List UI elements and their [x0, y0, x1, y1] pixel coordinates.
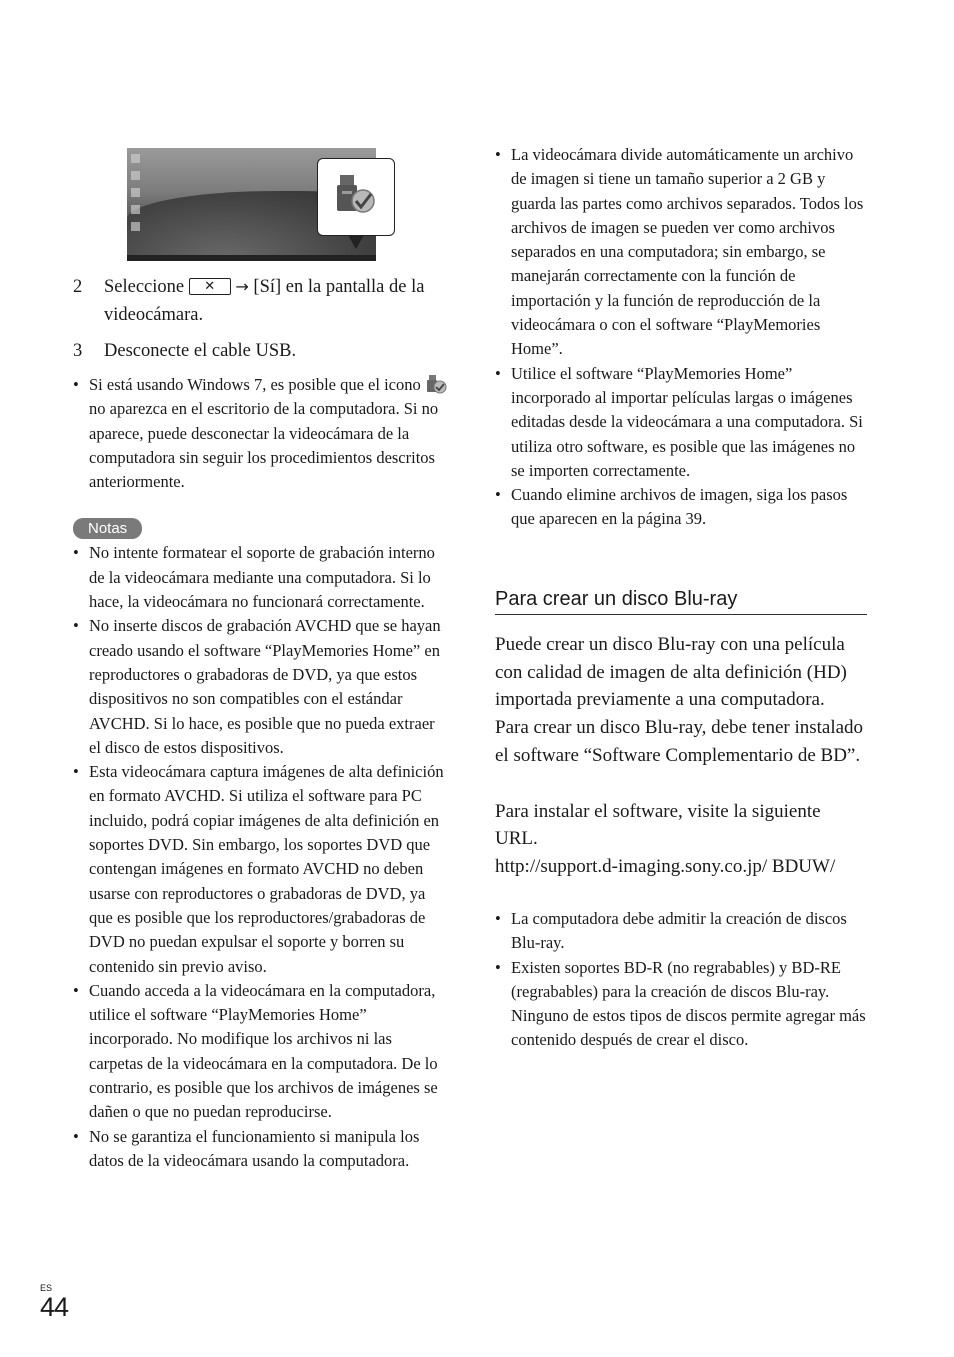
- desktop-screenshot-illustration: [127, 148, 376, 261]
- list-item: • Si está usando Windows 7, es posible que el icono no aparezca en el escritorio de la computadora. Si no aparece, puede desconectar la videocámara de la computadora sin seguir los procedimientos descritos anteriormente.: [73, 373, 448, 494]
- info-list: [495, 143, 867, 532]
- language-code: ES: [40, 1283, 53, 1293]
- list-item: • No inserte discos de grabación AVCHD que se hayan creado usando el software “PlayMemories Home” en reproductores o grabadoras de DVD, ya que estos dispositivos no son compatibles con el estándar AVCHD. Si lo hace, es posible que no pueda extraer el disco de estos dispositivos.: [73, 614, 448, 760]
- taskbar: [127, 255, 376, 261]
- step-number: 2: [73, 277, 83, 297]
- list-item: • No se garantiza el funcionamiento si manipula los datos de la videocámara usando la computadora.: [73, 1125, 448, 1174]
- url-link[interactable]: http://support.d-imaging.sony.co.jp/ BDUW/: [495, 856, 836, 878]
- paragraph: Para instalar el software, visite la siguiente URL.: [495, 800, 821, 850]
- left-column: [73, 148, 448, 1173]
- step-text: Desconecte el cable USB.: [104, 341, 297, 361]
- close-button-icon: ✕: [189, 278, 231, 295]
- page-footer: [40, 1283, 68, 1321]
- notes-badge: Notas: [73, 518, 142, 539]
- list-item: • Cuando acceda a la videocámara en la computadora, utilice el software “PlayMemories Home” incorporado. No modifique los archivos ni las carpetas de la videocámara en la computadora. De lo contrario, es posible que los archivos de imágenes se dañen o que no puedan reproducirse.: [73, 979, 448, 1125]
- section-title: Para crear un disco Blu-ray: [495, 586, 867, 615]
- list-item: • Cuando elimine archivos de imagen, siga los pasos que aparecen en la página 39.: [495, 483, 867, 532]
- bluray-notes-list: [495, 907, 867, 1053]
- list-item: • La videocámara divide automáticamente un archivo de imagen si tiene un tamaño superior a 2 GB y guarda las partes como archivos separados. Todos los archivos de imagen se pueden ver como archivos separados en una computadora; sin embargo, se manejarán correctamente con la función de importación y la función de reproducción de la videocámara o con el software “PlayMemories Home”.: [495, 143, 867, 362]
- arrow-right-icon: →: [235, 277, 249, 296]
- step-2: [73, 273, 448, 329]
- page-number: 44: [40, 1292, 69, 1322]
- list-item: • La computadora debe admitir la creación de discos Blu-ray.: [495, 907, 867, 956]
- safely-remove-hardware-icon: [425, 373, 447, 395]
- tip-list: [73, 373, 448, 494]
- step-text: Seleccione ✕ → [Sí] en la pantalla de la videocámara.: [104, 277, 425, 325]
- right-column: [495, 143, 867, 1053]
- step-3: [73, 337, 448, 365]
- notes-list: [73, 541, 448, 1173]
- callout-bubble: [317, 158, 395, 236]
- list-item: • Utilice el software “PlayMemories Home” incorporado al importar películas largas o imágenes editadas desde la videocámara a una computadora. Si utiliza otro software, es posible que las imágenes no se importen correctamente.: [495, 362, 867, 483]
- desktop-icons: [131, 154, 140, 239]
- step-number: 3: [73, 341, 83, 361]
- list-item: • No intente formatear el soporte de grabación interno de la videocámara mediante una computadora. Si lo hace, la videocámara no funcionará correctamente.: [73, 541, 448, 614]
- list-item: • Existen soportes BD-R (no regrabables) y BD-RE (regrabables) para la creación de discos Blu-ray. Ninguno de estos tipos de discos permite agregar más contenido después de crear el disco.: [495, 956, 867, 1053]
- paragraph: Para crear un disco Blu-ray, debe tener instalado el software “Software Complementario de BD”.: [495, 717, 864, 766]
- paragraph: Puede crear un disco Blu-ray con una película con calidad de imagen de alta definición (HD) importada previamente a una computadora.: [495, 633, 847, 711]
- safely-remove-hardware-icon: [332, 171, 378, 217]
- list-item: • Esta videocámara captura imágenes de alta definición en formato AVCHD. Si utiliza el software para PC incluido, podrá copiar imágenes de alta definición en soportes DVD. Sin embargo, los soportes DVD que contengan imágenes en formato AVCHD no deben usarse con reproductores o grabadoras de DVD, ya que es posible que los reproductores/grabadoras de DVD no puedan expulsar el soporte y borren su contenido sin previo aviso.: [73, 760, 448, 979]
